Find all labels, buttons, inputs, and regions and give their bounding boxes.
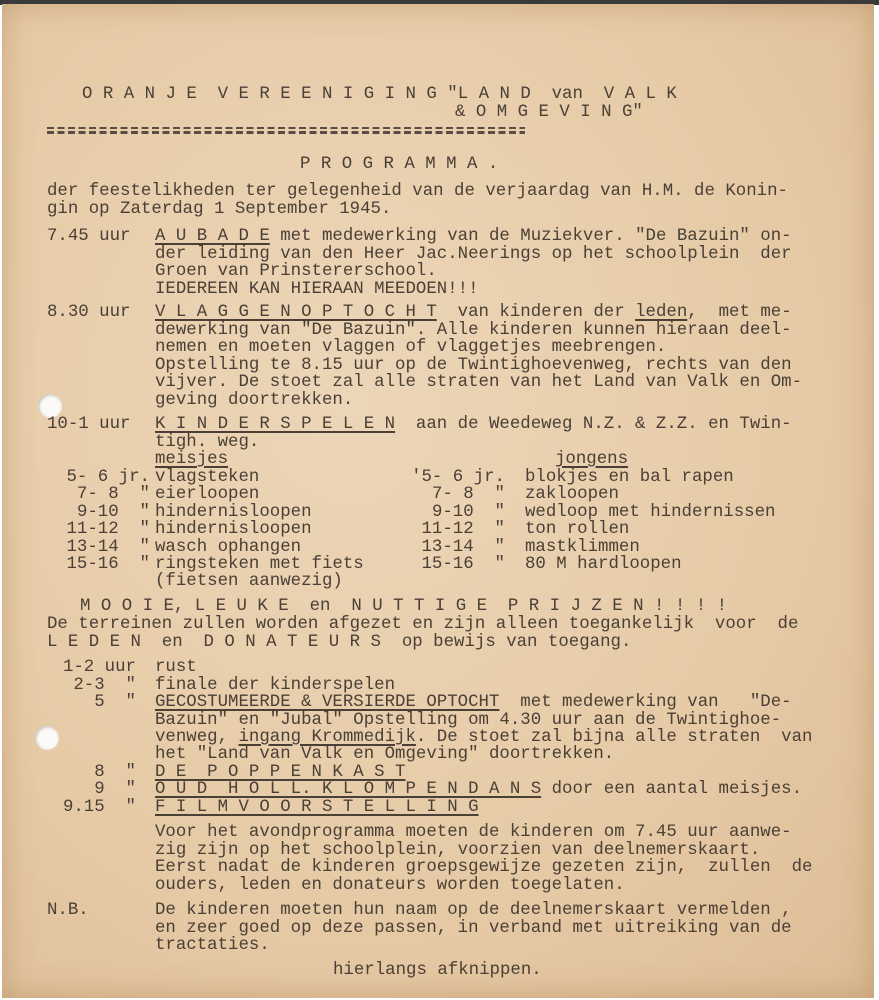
punch-hole [35,726,59,750]
girls-game: eierloopen [155,485,260,504]
event-text: door een aantal meisjes. [541,780,803,799]
nb-label: N.B. [47,901,89,920]
girls-age: 15-16 " [66,555,150,574]
boys-age: 9-10 " [431,503,505,522]
event-text: venweg, [155,728,239,747]
event-text: ingang Krommedijk [238,728,416,747]
boys-game: mastklimmen [525,538,640,557]
access-text: De terreinen zullen worden afgezet en zijn alleen toegankelijk voor de [47,615,799,634]
event-text: . De stoet zal bijna alle straten van [415,728,813,747]
event-text: tigh. weg. [155,433,260,452]
cut-here-text: hierlangs afknippen. [333,961,542,980]
time-label: 7.45 uur [47,227,131,246]
boys-age: 15-16 " [421,555,505,574]
event-text: rust [155,658,197,677]
event-text: aan de Weedeweg N.Z. & Z.Z. en Twin- [395,415,792,434]
event-text: met medewerking van "De- [499,693,792,712]
event-text: van kinderen der [436,303,636,322]
event-line [155,304,792,322]
event-text: met medewerking van de Muziekver. "De Bazuin" on- [269,227,792,246]
girls-note: (fietsen aanwezig) [155,572,343,591]
time-label: 8.30 uur [47,303,131,322]
event-text: geving doortrekken. [155,391,354,410]
event-line [155,781,802,799]
boys-age: '5- 6 jr. [411,468,505,487]
boys-game: blokjes en bal rapen [525,468,734,487]
event-line [155,228,792,246]
event-text: nemen en moeten vlaggen of vlaggetjes meebrengen. [155,338,667,357]
nb-text: tractaties. [155,936,270,955]
girls-age: 7- 8 " [76,485,150,504]
prizes-headline: M O O I E, L E U K E en N U T T I G E P R I J Z E N ! ! ! ! [80,597,728,616]
event-line [155,416,792,434]
time-label: 9 " [94,780,136,799]
event-title: K I N D E R S P E L E N [155,415,396,434]
boys-game: wedloop met hindernissen [525,503,776,522]
nb-text: De kinderen moeten hun naam op de deelnemerskaart vermelden , [155,901,792,920]
girls-game: vlagsteken [155,468,260,487]
girls-age: 9-10 " [76,503,150,522]
time-label: 5 " [94,693,136,712]
boys-age: 7- 8 " [431,485,505,504]
event-title: GECOSTUMEERDE & VERSIERDE OPTOCHT [155,693,500,712]
boys-game: 80 M hardloopen [525,555,682,574]
evening-note: zig zijn op het schoolplein, voorzien van deelnemerskaart. [155,841,761,860]
event-text: IEDEREEN KAN HIERAAN MEEDOEN!!! [155,280,479,299]
girls-header: meisjes [155,450,229,469]
nb-text: en zeer goed op deze passen, in verband met uitreiking van de [155,919,792,938]
event-title: F I L M V O O R S T E L L I N G [155,798,479,817]
time-label: 10-1 uur [47,415,131,434]
girls-game: hindernisloopen [155,520,312,539]
girls-game: wasch ophangen [155,538,302,557]
boys-game: zakloopen [525,485,619,504]
event-text: der leiding van den Heer Jac.Neerings op het schoolplein der [155,245,792,264]
event-text: Bazuin" en "Jubal" Opstelling om 4.30 uur aan de Twintighoe- [155,711,782,730]
event-text: finale der kinderspelen [155,676,396,695]
double-dash-divider [47,127,525,134]
girls-game: ringsteken met fiets [155,555,364,574]
boys-age: 11-12 " [421,520,505,539]
boys-game: ton rollen [525,520,630,539]
event-text: het "Land van Valk en Omgeving" doortrekken. [155,745,615,764]
event-title: O U D H O L L. K L O M P E N D A N S [155,780,542,799]
evening-note: Eerst nadat de kinderen groepsgewijze gezeten zijn, zullen de [155,858,813,877]
event-line [155,694,792,712]
boys-header: jongens [555,450,629,469]
intro-line: gin op Zaterdag 1 September 1945. [47,200,392,219]
access-text: L E D E N en D O N A T E U R S op bewijs van toegang. [47,633,632,652]
time-label: 8 " [94,763,136,782]
org-name-line1: O R A N J E V E R E E N I G I N G "L A N D van V A L K [82,85,677,104]
intro-line: der feestelikheden ter gelegenheid van de verjaardag van H.M. de Konin- [47,182,788,201]
girls-game: hindernisloopen [155,503,312,522]
girls-age: 13-14 " [66,538,150,557]
time-label: 1-2 uur [62,658,136,677]
org-name-line2: & O M G E V I N G" [455,103,643,122]
evening-note: Voor het avondprogramma moeten de kinderen om 7.45 uur aanwe- [155,823,792,842]
boys-age: 13-14 " [421,538,505,557]
page-title: P R O G R A M M A . [300,155,499,174]
event-title: A U B A D E [155,227,270,246]
event-title: D E P O P P E N K A S T [155,763,406,782]
event-text: dewerking van "De Bazuin". Alle kinderen kunnen hieraan deel- [155,321,792,340]
girls-age: 5- 6 jr. [66,468,150,487]
event-text: leden [635,303,688,322]
girls-age: 11-12 " [66,520,150,539]
event-title: V L A G G E N O P T O C H T [155,303,437,322]
time-label: 2-3 " [73,676,136,695]
event-text: Opstelling te 8.15 uur op de Twintighoevenweg, rechts van den [155,356,792,375]
event-text: , met me- [687,303,792,322]
time-label: 9.15 " [62,798,136,817]
evening-note: ouders, leden en donateurs worden toegelaten. [155,876,625,895]
event-text: vijver. De stoet zal alle straten van het Land van Valk en Om- [155,373,803,392]
event-text: Groen van Prinstererschool. [155,262,437,281]
